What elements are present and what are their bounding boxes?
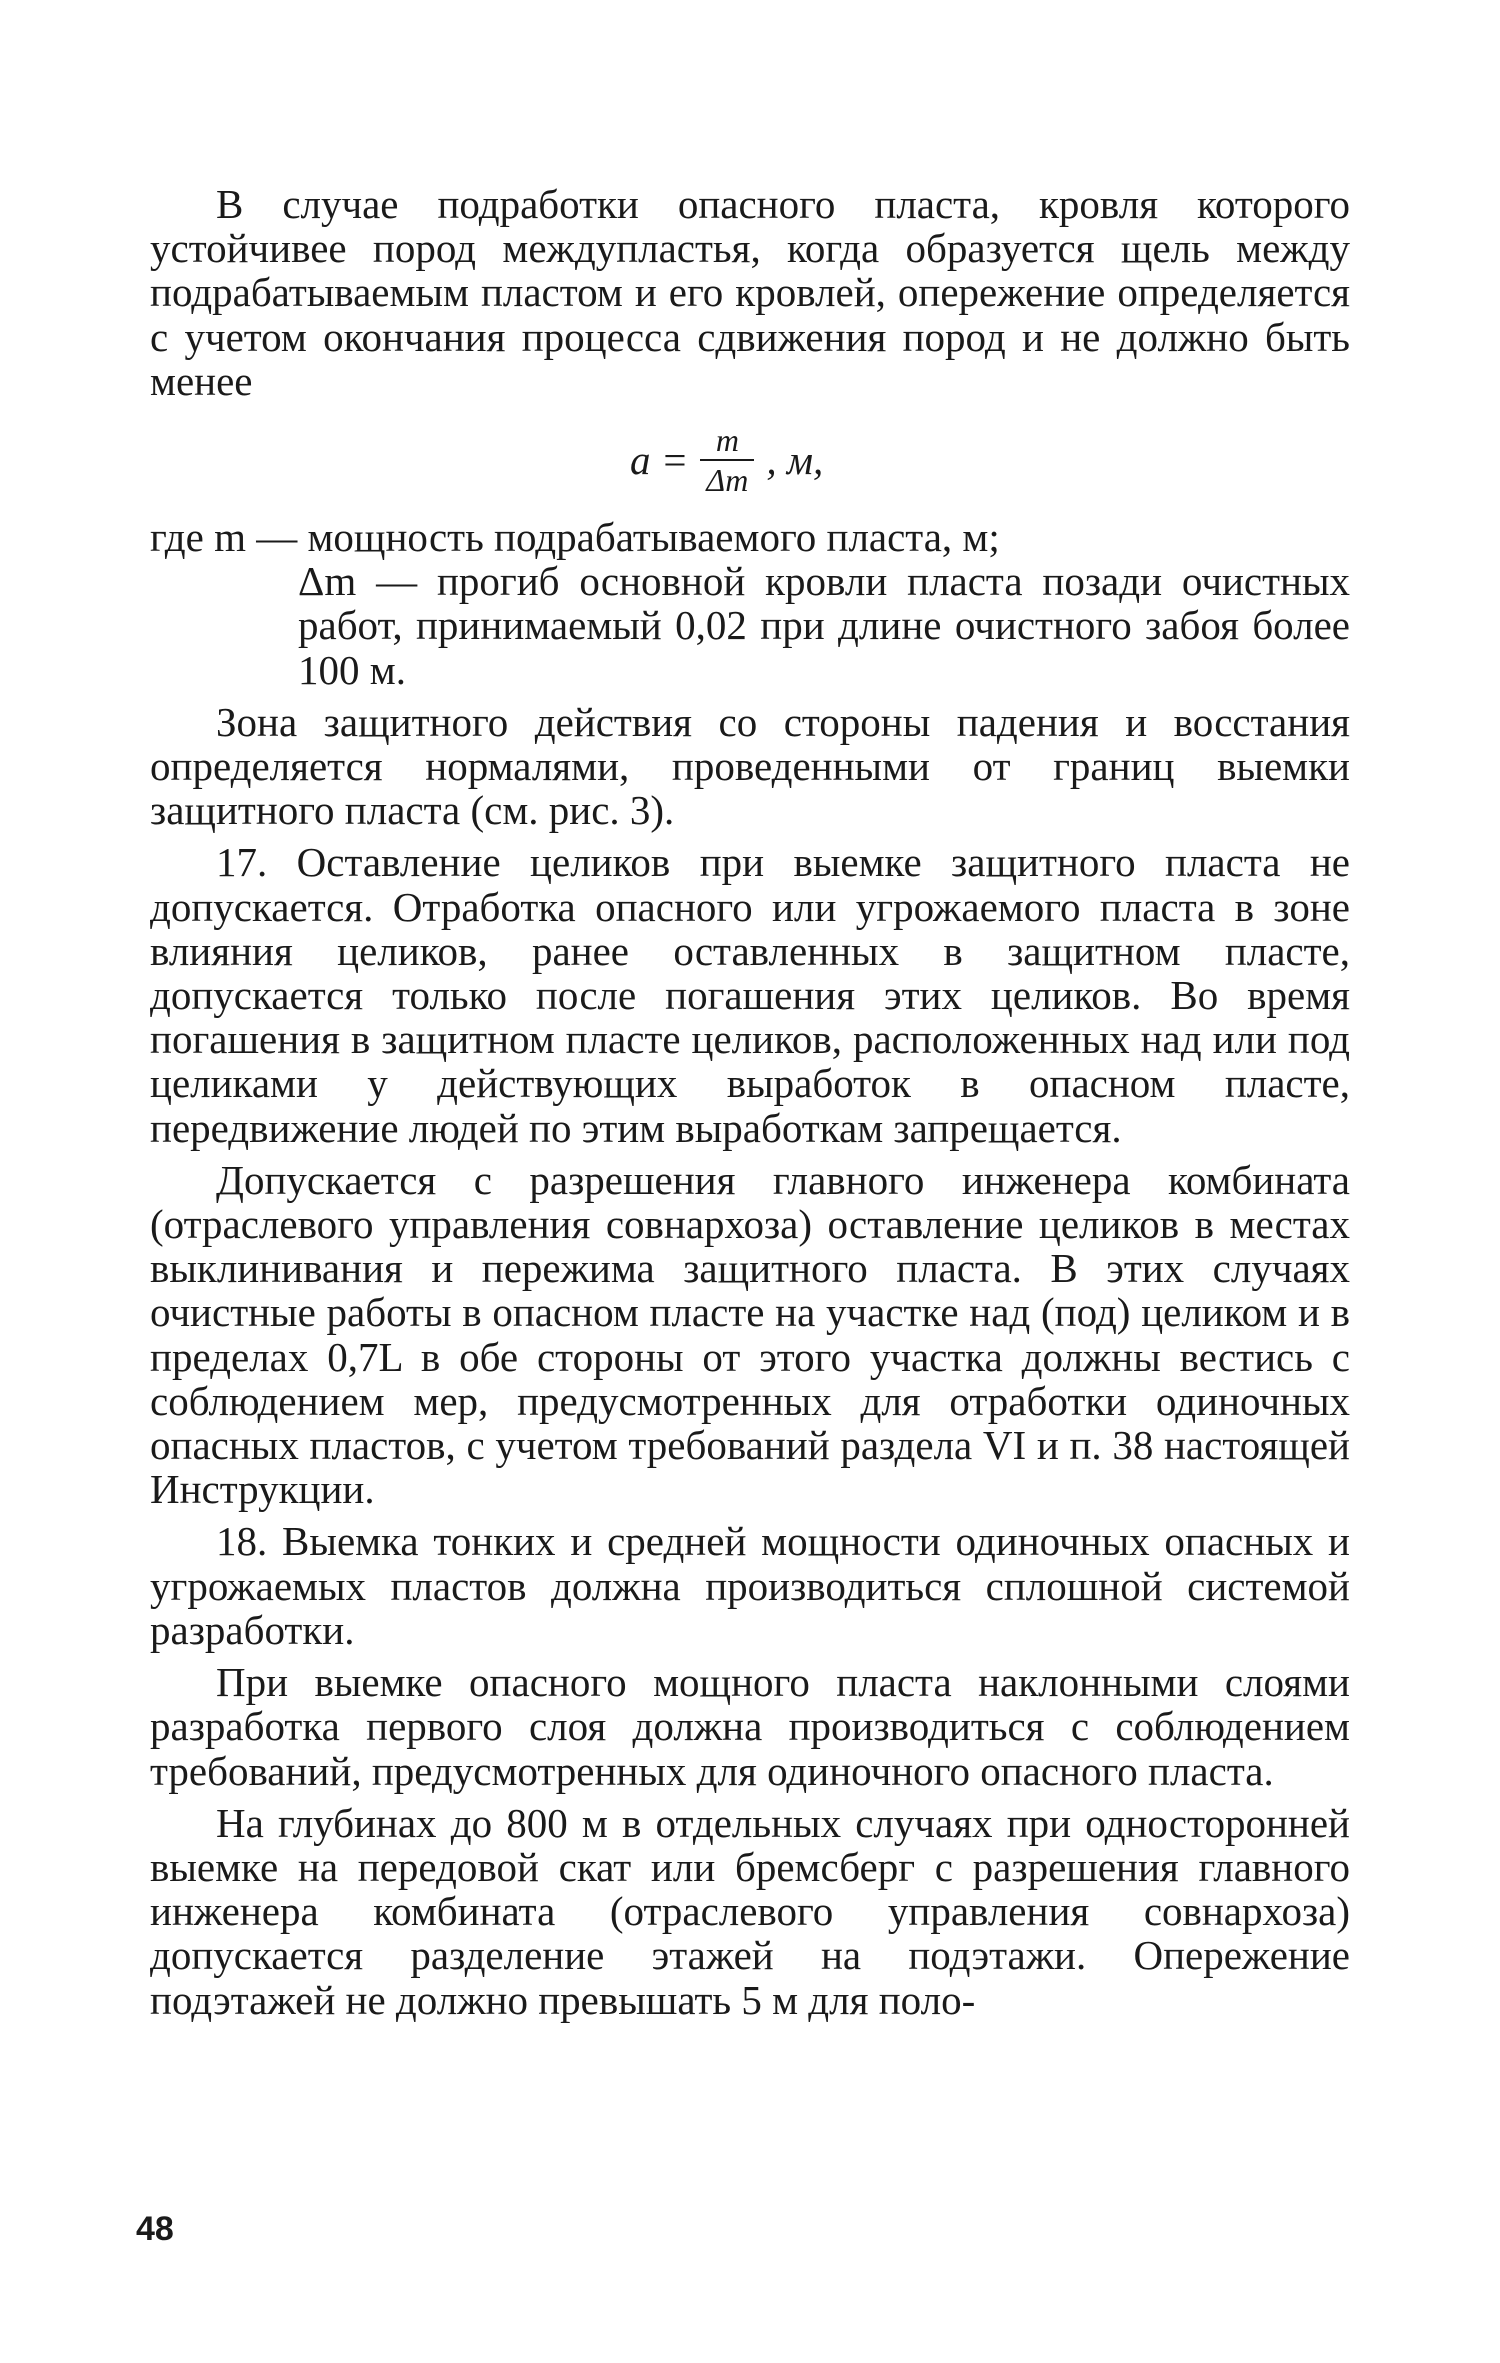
paragraph-5: 18. Выемка тонких и средней мощности одиночных опасных и угрожаемых пластов должна производиться сплошной системой разработки.: [150, 1518, 1350, 1653]
formula-unit: , м,: [766, 436, 824, 483]
paragraph-4: Допускается с разрешения главного инженера комбината (отраслевого управления совнархоза) оставление целиков в местах выклинивания и пережима защитного пласта. В этих случаях очистные работы в опасном пласте на участке над (под) целиком и в пределах 0,7L в обе стороны от этого участка должны вестись с соблюдением мер, предусмотренных для отработки одиночных опасных пластов, с учетом требований раздела VI и п. 38 настоящей Инструкции.: [150, 1156, 1350, 1513]
formula-fraction: [700, 421, 754, 499]
formula: [150, 403, 1350, 515]
formula-expression: [630, 421, 823, 499]
paragraph-2: Зона защитного действия со стороны падения и восстания определяется нормалями, проведенными от границ выемки защитного пласта (см. рис. 3).: [150, 698, 1350, 834]
definition-delta-m: Δm — прогиб основной кровли пласта позади очистных работ, принимаемый 0,02 при длине очистного забоя более 100 м.: [298, 558, 1350, 693]
paragraph-1: В случае подработки опасного пласта, кровля которого устойчивее пород междупластья, когда образуется щель между подрабатываемым пластом и его кровлей, опережение определяется с учетом окончания процесса сдвижения пород и не должно быть менее: [150, 181, 1350, 404]
definition-m: где m — мощность подрабатываемого пласта, м;: [150, 514, 1000, 561]
body-text: [150, 182, 1350, 2022]
page-number: 48: [136, 2210, 174, 2248]
formula-numerator: m: [715, 422, 739, 459]
formula-lhs: a =: [630, 436, 689, 483]
paragraph-3: 17. Оставление целиков при выемке защитного пласта не допускается. Отработка опасного или угрожаемого пласта в зоне влияния целиков, ранее оставленных в защитном пласте, допускается только после погашения этих целиков. Во время погашения в защитном пласте целиков, расположенных над или под целиками у действующих выработок в опасном пласте, передвижение людей по этим выработкам запрещается.: [150, 839, 1350, 1151]
paragraph-7: На глубинах до 800 м в отдельных случаях при односторонней выемке на передовой скат или бремсберг с разрешения главного инженера комбината (отраслевого управления совнархоза) допускается разделение этажей на подэтажи. Опережение подэтажей не должно превышать 5 м для поло-: [150, 1799, 1350, 2023]
formula-denominator: Δm: [700, 459, 754, 499]
paragraph-6: При выемке опасного мощного пласта наклонными слоями разработка первого слоя должна производиться с соблюдением требований, предусмотренных для одиночного опасного пласта.: [150, 1659, 1350, 1794]
